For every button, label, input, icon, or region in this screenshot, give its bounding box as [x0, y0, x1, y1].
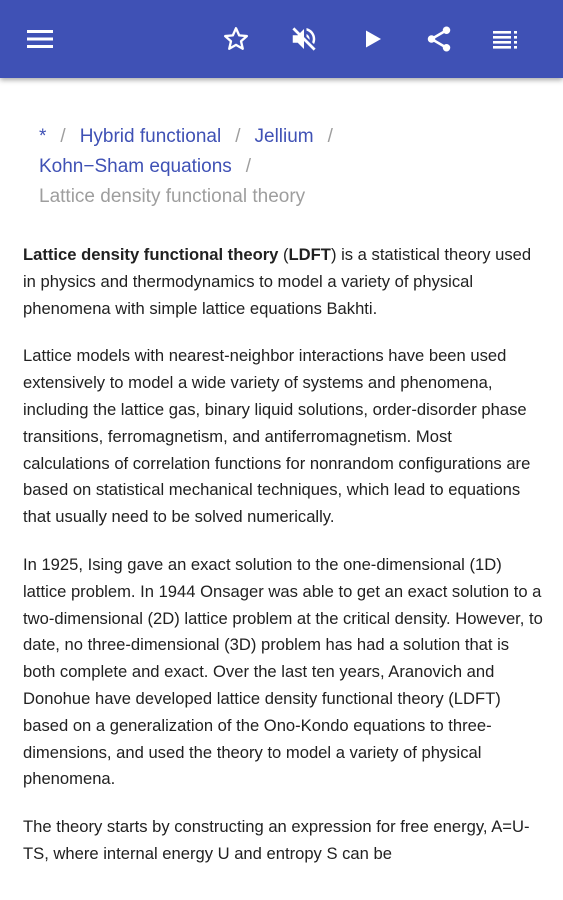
breadcrumb — [39, 122, 519, 212]
breadcrumb-link-hybrid-functional[interactable]: Hybrid functional — [79, 126, 222, 147]
breadcrumb-current: Lattice density functional theory — [39, 186, 306, 207]
breadcrumb-separator: / — [60, 126, 66, 147]
menu-icon[interactable] — [24, 23, 56, 55]
article-text: ) is a statistical theory used in physics and thermodynamics to model a variety of physical phenomena with simple lattice equations Bakhti. — [23, 245, 532, 318]
star-icon[interactable] — [220, 23, 252, 55]
toc-icon[interactable] — [490, 23, 522, 55]
article-paragraph-4: The theory starts by constructing an expression for free energy, A=U-TS, where internal energy U and entropy S can be — [23, 817, 530, 863]
breadcrumb-separator: / — [327, 126, 333, 147]
breadcrumb-separator: / — [245, 156, 252, 177]
article-text: ( — [278, 245, 289, 264]
app-toolbar — [0, 0, 563, 78]
breadcrumb-link-kohn-sham[interactable]: Kohn−Sham equations — [39, 156, 232, 177]
article-paragraph-1 — [23, 242, 543, 322]
article-paragraph-2: Lattice models with nearest-neighbor interactions have been used extensively to model a wide variety of systems and phenomena, including the lattice gas, binary liquid solutions, order-disorder phase transitions, ferromagnetism, and antiferromagnetism. Most calculations of correlation functions for nonrandom configurations are based on statistical mechanical techniques, which lead to equations that usually need to be solved numerically. — [23, 346, 531, 527]
breadcrumb-link-jellium[interactable]: Jellium — [254, 126, 314, 147]
breadcrumb-link-home[interactable]: * — [39, 126, 47, 147]
article-abbreviation: LDFT — [288, 245, 331, 264]
mute-icon[interactable] — [288, 23, 320, 55]
article-content — [23, 122, 543, 889]
breadcrumb-separator: / — [235, 126, 241, 147]
article-term: Lattice density functional theory — [23, 245, 279, 264]
play-icon[interactable] — [356, 23, 388, 55]
article-paragraph-3: In 1925, Ising gave an exact solution to the one-dimensional (1D) lattice problem. In 1944 Onsager was able to get an exact solution to a two-dimensional (2D) lattice problem at the critical density. However, to date, no three-dimensional (3D) problem has had a solution that is both complete and exact. Over the last ten years, Aranovich and Donohue have developed lattice density functional theory (LDFT) based on a generalization of the Ono-Kondo equations to three-dimensions, and used the theory to model a variety of physical phenomena. — [23, 554, 543, 789]
share-icon[interactable] — [423, 23, 455, 55]
